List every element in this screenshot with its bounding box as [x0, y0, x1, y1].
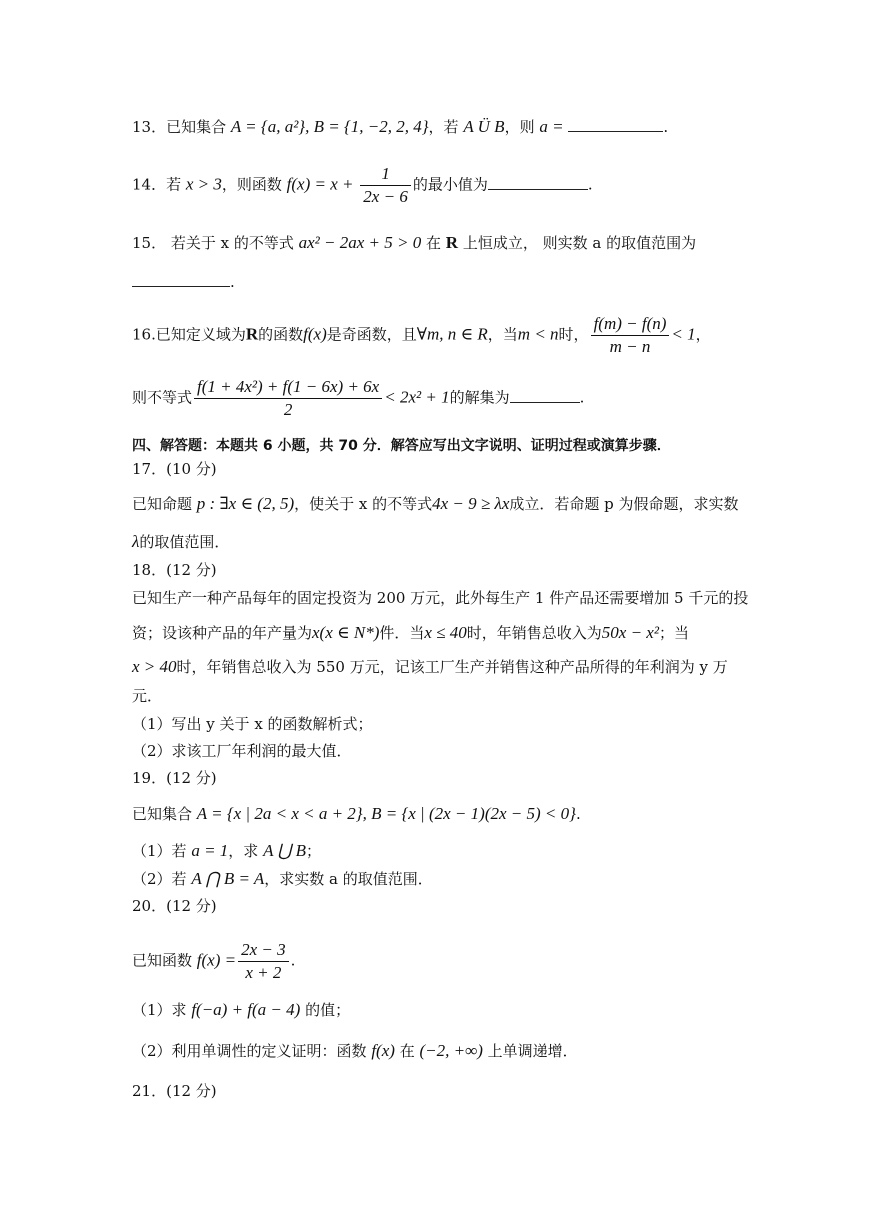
question-16: 16.已知定义域为R的函数f(x)是奇函数，且∀m, n ∈ R，当m < n时， $\frac{f(m) - f(n)}{m - n}$ < 1， [132, 314, 711, 356]
q13-sets: A = {a, a²}, B = {1, −2, 2, 4} [230, 117, 429, 136]
question-20-sub-2: （2）利用单调性的定义证明：函数 f(x) 在 (−2, +∞) 上单调递增． [132, 1041, 578, 1060]
question-18-line-3: x > 40时，年销售总收入为 550 万元，记该工厂生产并销售这种产品所得的年利润为 y 万 [132, 657, 728, 676]
answer-blank [132, 272, 230, 287]
question-20-number: 20．(12 分) [132, 897, 217, 915]
answer-blank [568, 117, 663, 132]
q16-inequality-fraction: $\frac{\text{f(1 + 4x²) + f(1 − 6x) + 6x}}{2}$ [194, 378, 382, 419]
question-16-line-2: 则不等式 $\frac{\text{f(1 + 4x²) + f(1 − 6x) + 6x}}{2}$ < 2x² + 1的解集为 . [132, 377, 585, 419]
question-17-line-2: λ的取值范围． [132, 532, 230, 551]
question-18-sub-2: （2）求该工厂年利润的最大值． [132, 742, 352, 760]
question-17-number: 17．(10 分) [132, 460, 217, 478]
question-15: 15． 若关于 x 的不等式 ax² − 2ax + 5 > 0 在 R 上恒成立， 则实数 a 的取值范围为 [132, 233, 697, 252]
question-21-number: 21．(12 分) [132, 1082, 217, 1100]
q14-fraction: $\frac{1}{2x - 6}$ [360, 165, 411, 206]
q20-fraction: $\frac{2x - 3}{x + 2}$ [238, 941, 289, 982]
question-18-line-4: 元． [132, 687, 163, 705]
question-18-line-1: 已知生产一种产品每年的固定投资为 200 万元，此外每生产 1 件产品还需要增加 5 千元的投 [132, 589, 749, 607]
question-13: 13．已知集合 A = {a, a²}, B = {1, −2, 2, 4}，若 A Ü B，则 a = . [132, 117, 669, 136]
question-19-sub-1: （1）若 a = 1，求 A ⋃ B； [132, 841, 322, 860]
q16-fraction: $\frac{f(m) - f(n)}{m - n}$ [591, 315, 670, 356]
question-14: 14．若 x > 3，则函数 f(x) = x + $\frac{1}{2x - 6}$ 的最小值为 . [132, 164, 593, 206]
question-18-line-2: 资；设该种产品的年产量为x(x ∈ N*)件．当x ≤ 40时，年销售总收入为50x − x²；当 [132, 623, 689, 642]
answer-blank [510, 388, 580, 403]
question-19-number: 19．(12 分) [132, 769, 217, 787]
question-18-sub-1: （1）写出 y 关于 x 的函数解析式； [132, 715, 373, 733]
section-heading: 四、解答题：本题共 6 小题，共 70 分．解答应写出文字说明、证明过程或演算步骤． [132, 438, 671, 454]
question-19: 已知集合 A = {x | 2a < x < a + 2}, B = {x | (2x − 1)(2x − 5) < 0}. [132, 804, 581, 823]
answer-blank [488, 175, 588, 190]
question-15-blank: . [132, 272, 235, 292]
question-18-number: 18．(12 分) [132, 561, 217, 579]
question-19-sub-2: （2）若 A ⋂ B = A，求实数 a 的取值范围． [132, 869, 433, 888]
question-20-sub-1: （1）求 f(−a) + f(a − 4) 的值； [132, 1000, 351, 1019]
question-20: 已知函数 f(x) = $\frac{2x - 3}{x + 2}$ . [132, 940, 296, 982]
q13-relation: A Ü B [463, 117, 505, 136]
question-17: 已知命题 p : ∃x ∈ (2, 5)，使关于 x 的不等式4x − 9 ≥ λx成立．若命题 p 为假命题，求实数 [132, 494, 739, 513]
